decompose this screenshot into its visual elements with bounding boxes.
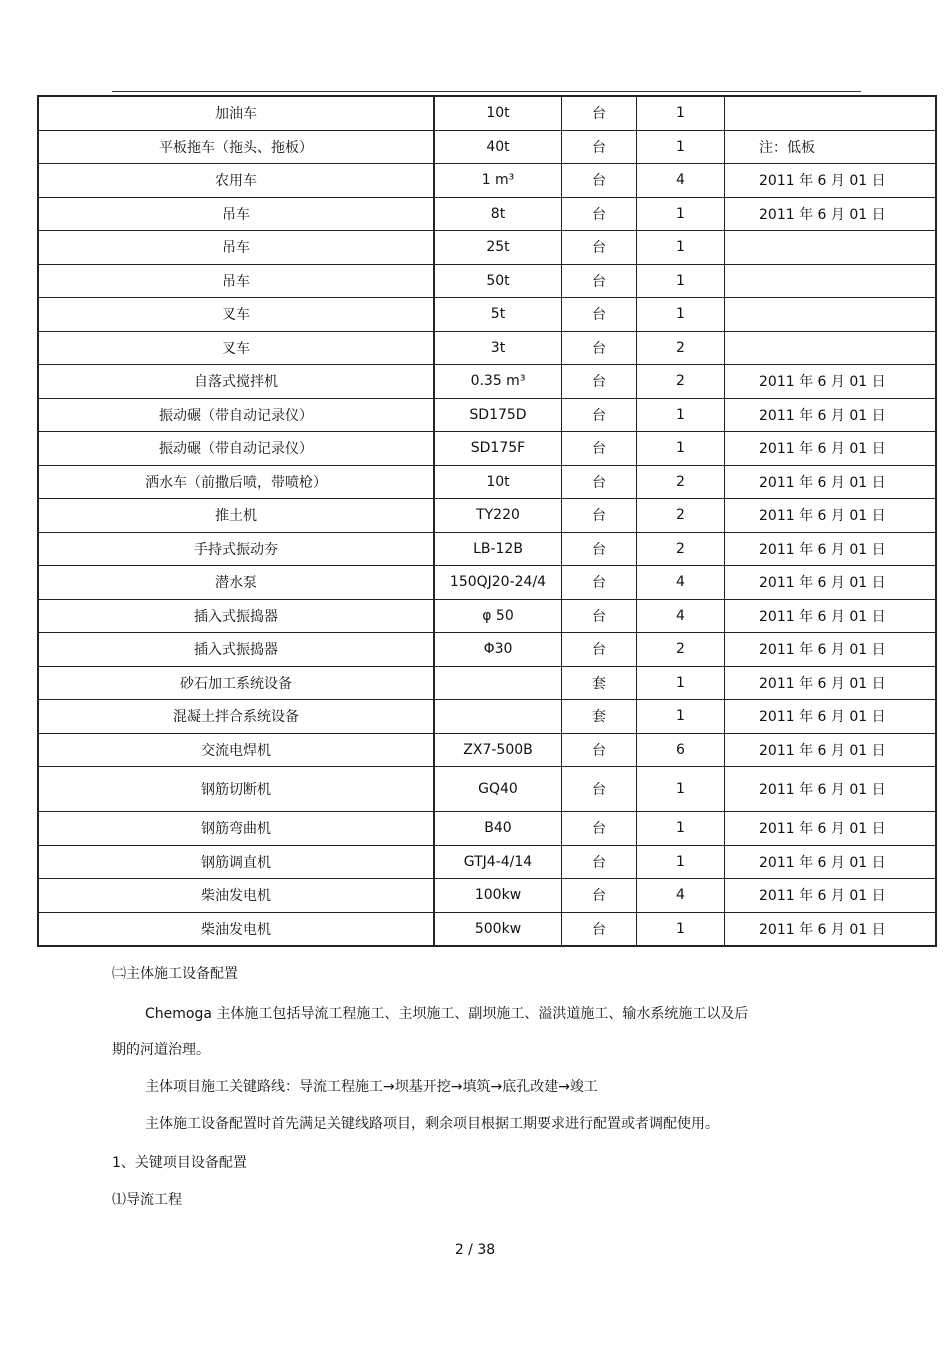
note-cell: 2011 年 6 月 01 日: [725, 398, 937, 432]
spec-cell: GTJ4-4/14: [434, 845, 562, 879]
unit-cell: 台: [562, 767, 637, 812]
note-cell: 2011 年 6 月 01 日: [725, 733, 937, 767]
spec-cell: 150QJ20-24/4: [434, 566, 562, 600]
spec-cell: LB-12B: [434, 532, 562, 566]
page-number: 2 / 38: [454, 1242, 496, 1258]
spec-cell: 100kw: [434, 879, 562, 913]
equipment-name-cell: 振动碾（带自动记录仪）: [38, 432, 434, 466]
quantity-cell: 1: [637, 432, 725, 466]
table-row: [38, 331, 936, 365]
quantity-cell: 2: [637, 465, 725, 499]
table-row: [38, 197, 936, 231]
spec-cell: SD175D: [434, 398, 562, 432]
unit-cell: 台: [562, 912, 637, 946]
quantity-cell: 2: [637, 365, 725, 399]
quantity-cell: 1: [637, 845, 725, 879]
equipment-name-cell: 农用车: [38, 164, 434, 198]
quantity-cell: 1: [637, 96, 725, 130]
quantity-cell: 1: [637, 812, 725, 846]
unit-cell: 台: [562, 499, 637, 533]
table-row: [38, 912, 936, 946]
quantity-cell: 2: [637, 499, 725, 533]
unit-cell: 台: [562, 96, 637, 130]
quantity-cell: 1: [637, 767, 725, 812]
unit-cell: 台: [562, 879, 637, 913]
equipment-name-cell: 平板拖车（拖头、拖板）: [38, 130, 434, 164]
quantity-cell: 4: [637, 599, 725, 633]
paragraph: 主体项目施工关键路线：导流工程施工→坝基开挖→填筑→底孔改建→竣工: [145, 1079, 598, 1095]
equipment-name-cell: 柴油发电机: [38, 879, 434, 913]
note-cell: 2011 年 6 月 01 日: [725, 465, 937, 499]
unit-cell: 台: [562, 599, 637, 633]
note-cell: [725, 96, 937, 130]
note-cell: 2011 年 6 月 01 日: [725, 666, 937, 700]
unit-cell: 台: [562, 532, 637, 566]
equipment-name-cell: 推土机: [38, 499, 434, 533]
note-cell: [725, 231, 937, 265]
table-row: [38, 700, 936, 734]
table-row: [38, 812, 936, 846]
equipment-name-cell: 加油车: [38, 96, 434, 130]
equipment-name-cell: 叉车: [38, 331, 434, 365]
equipment-name-cell: 潜水泵: [38, 566, 434, 600]
unit-cell: 套: [562, 666, 637, 700]
equipment-name-cell: 交流电焊机: [38, 733, 434, 767]
unit-cell: 台: [562, 633, 637, 667]
equipment-name-cell: 钢筋弯曲机: [38, 812, 434, 846]
equipment-name-cell: 自落式搅拌机: [38, 365, 434, 399]
header-rule: [112, 91, 861, 92]
unit-cell: 台: [562, 566, 637, 600]
unit-cell: 台: [562, 197, 637, 231]
table-row: [38, 298, 936, 332]
note-cell: 注：低板: [725, 130, 937, 164]
quantity-cell: 4: [637, 164, 725, 198]
table-row: [38, 532, 936, 566]
spec-cell: 1 m³: [434, 164, 562, 198]
paragraph: 主体施工设备配置时首先满足关键线路项目，剩余项目根据工期要求进行配置或者调配使用。: [145, 1116, 719, 1132]
table-row: [38, 130, 936, 164]
quantity-cell: 6: [637, 733, 725, 767]
quantity-cell: 2: [637, 633, 725, 667]
unit-cell: 台: [562, 432, 637, 466]
equipment-name-cell: 钢筋切断机: [38, 767, 434, 812]
sub-heading: ⑴导流工程: [112, 1192, 182, 1208]
equipment-name-cell: 手持式振动夯: [38, 532, 434, 566]
spec-cell: [434, 700, 562, 734]
quantity-cell: 2: [637, 331, 725, 365]
equipment-name-cell: 洒水车（前撒后喷，带喷枪）: [38, 465, 434, 499]
note-cell: 2011 年 6 月 01 日: [725, 812, 937, 846]
note-cell: 2011 年 6 月 01 日: [725, 197, 937, 231]
spec-cell: 0.35 m³: [434, 365, 562, 399]
spec-cell: [434, 666, 562, 700]
unit-cell: 台: [562, 164, 637, 198]
unit-cell: 台: [562, 365, 637, 399]
table-row: [38, 432, 936, 466]
quantity-cell: 4: [637, 879, 725, 913]
note-cell: [725, 264, 937, 298]
spec-cell: 50t: [434, 264, 562, 298]
equipment-name-cell: 砂石加工系统设备: [38, 666, 434, 700]
unit-cell: 台: [562, 845, 637, 879]
unit-cell: 台: [562, 331, 637, 365]
quantity-cell: 4: [637, 566, 725, 600]
note-cell: 2011 年 6 月 01 日: [725, 566, 937, 600]
equipment-name-cell: 吊车: [38, 264, 434, 298]
table-row: [38, 398, 936, 432]
note-cell: 2011 年 6 月 01 日: [725, 532, 937, 566]
spec-cell: 3t: [434, 331, 562, 365]
equipment-name-cell: 叉车: [38, 298, 434, 332]
section-heading: ㈡主体施工设备配置: [112, 966, 238, 982]
equipment-name-cell: 振动碾（带自动记录仪）: [38, 398, 434, 432]
table-row: [38, 599, 936, 633]
table-row: [38, 264, 936, 298]
table-row: [38, 164, 936, 198]
unit-cell: 台: [562, 465, 637, 499]
equipment-name-cell: 插入式振捣器: [38, 633, 434, 667]
table-row: [38, 465, 936, 499]
spec-cell: GQ40: [434, 767, 562, 812]
unit-cell: 台: [562, 298, 637, 332]
note-cell: 2011 年 6 月 01 日: [725, 700, 937, 734]
unit-cell: 套: [562, 700, 637, 734]
note-cell: 2011 年 6 月 01 日: [725, 879, 937, 913]
unit-cell: 台: [562, 398, 637, 432]
spec-cell: B40: [434, 812, 562, 846]
table-row: [38, 499, 936, 533]
note-cell: 2011 年 6 月 01 日: [725, 164, 937, 198]
note-cell: 2011 年 6 月 01 日: [725, 633, 937, 667]
table-row: [38, 845, 936, 879]
spec-cell: 40t: [434, 130, 562, 164]
table-row: [38, 879, 936, 913]
quantity-cell: 1: [637, 398, 725, 432]
spec-cell: SD175F: [434, 432, 562, 466]
unit-cell: 台: [562, 264, 637, 298]
paragraph-line: Chemoga 主体施工包括导流工程施工、主坝施工、副坝施工、溢洪道施工、输水系统施工以及后: [145, 1006, 749, 1022]
quantity-cell: 1: [637, 197, 725, 231]
quantity-cell: 1: [637, 912, 725, 946]
spec-cell: TY220: [434, 499, 562, 533]
spec-cell: φ 50: [434, 599, 562, 633]
table-row: [38, 231, 936, 265]
table-row: [38, 767, 936, 812]
note-cell: [725, 331, 937, 365]
equipment-name-cell: 柴油发电机: [38, 912, 434, 946]
table-row: [38, 666, 936, 700]
table-row: [38, 566, 936, 600]
spec-cell: ZX7-500B: [434, 733, 562, 767]
spec-cell: 8t: [434, 197, 562, 231]
equipment-name-cell: 吊车: [38, 231, 434, 265]
spec-cell: 5t: [434, 298, 562, 332]
equipment-name-cell: 插入式振捣器: [38, 599, 434, 633]
spec-cell: 10t: [434, 465, 562, 499]
note-cell: 2011 年 6 月 01 日: [725, 845, 937, 879]
unit-cell: 台: [562, 130, 637, 164]
quantity-cell: 1: [637, 700, 725, 734]
paragraph-line: 期的河道治理。: [112, 1042, 210, 1058]
quantity-cell: 1: [637, 264, 725, 298]
table-row: [38, 733, 936, 767]
note-cell: 2011 年 6 月 01 日: [725, 599, 937, 633]
spec-cell: Φ30: [434, 633, 562, 667]
spec-cell: 10t: [434, 96, 562, 130]
quantity-cell: 1: [637, 666, 725, 700]
table-row: [38, 633, 936, 667]
unit-cell: 台: [562, 231, 637, 265]
equipment-table: [37, 95, 937, 947]
equipment-name-cell: 混凝土拌合系统设备: [38, 700, 434, 734]
spec-cell: 500kw: [434, 912, 562, 946]
numbered-heading: 1、关键项目设备配置: [112, 1155, 247, 1171]
note-cell: 2011 年 6 月 01 日: [725, 432, 937, 466]
note-cell: 2011 年 6 月 01 日: [725, 912, 937, 946]
quantity-cell: 2: [637, 532, 725, 566]
unit-cell: 台: [562, 812, 637, 846]
note-cell: 2011 年 6 月 01 日: [725, 365, 937, 399]
note-cell: 2011 年 6 月 01 日: [725, 499, 937, 533]
quantity-cell: 1: [637, 231, 725, 265]
unit-cell: 台: [562, 733, 637, 767]
equipment-name-cell: 钢筋调直机: [38, 845, 434, 879]
quantity-cell: 1: [637, 298, 725, 332]
note-cell: [725, 298, 937, 332]
table-row: [38, 96, 936, 130]
quantity-cell: 1: [637, 130, 725, 164]
spec-cell: 25t: [434, 231, 562, 265]
equipment-name-cell: 吊车: [38, 197, 434, 231]
note-cell: 2011 年 6 月 01 日: [725, 767, 937, 812]
table-row: [38, 365, 936, 399]
